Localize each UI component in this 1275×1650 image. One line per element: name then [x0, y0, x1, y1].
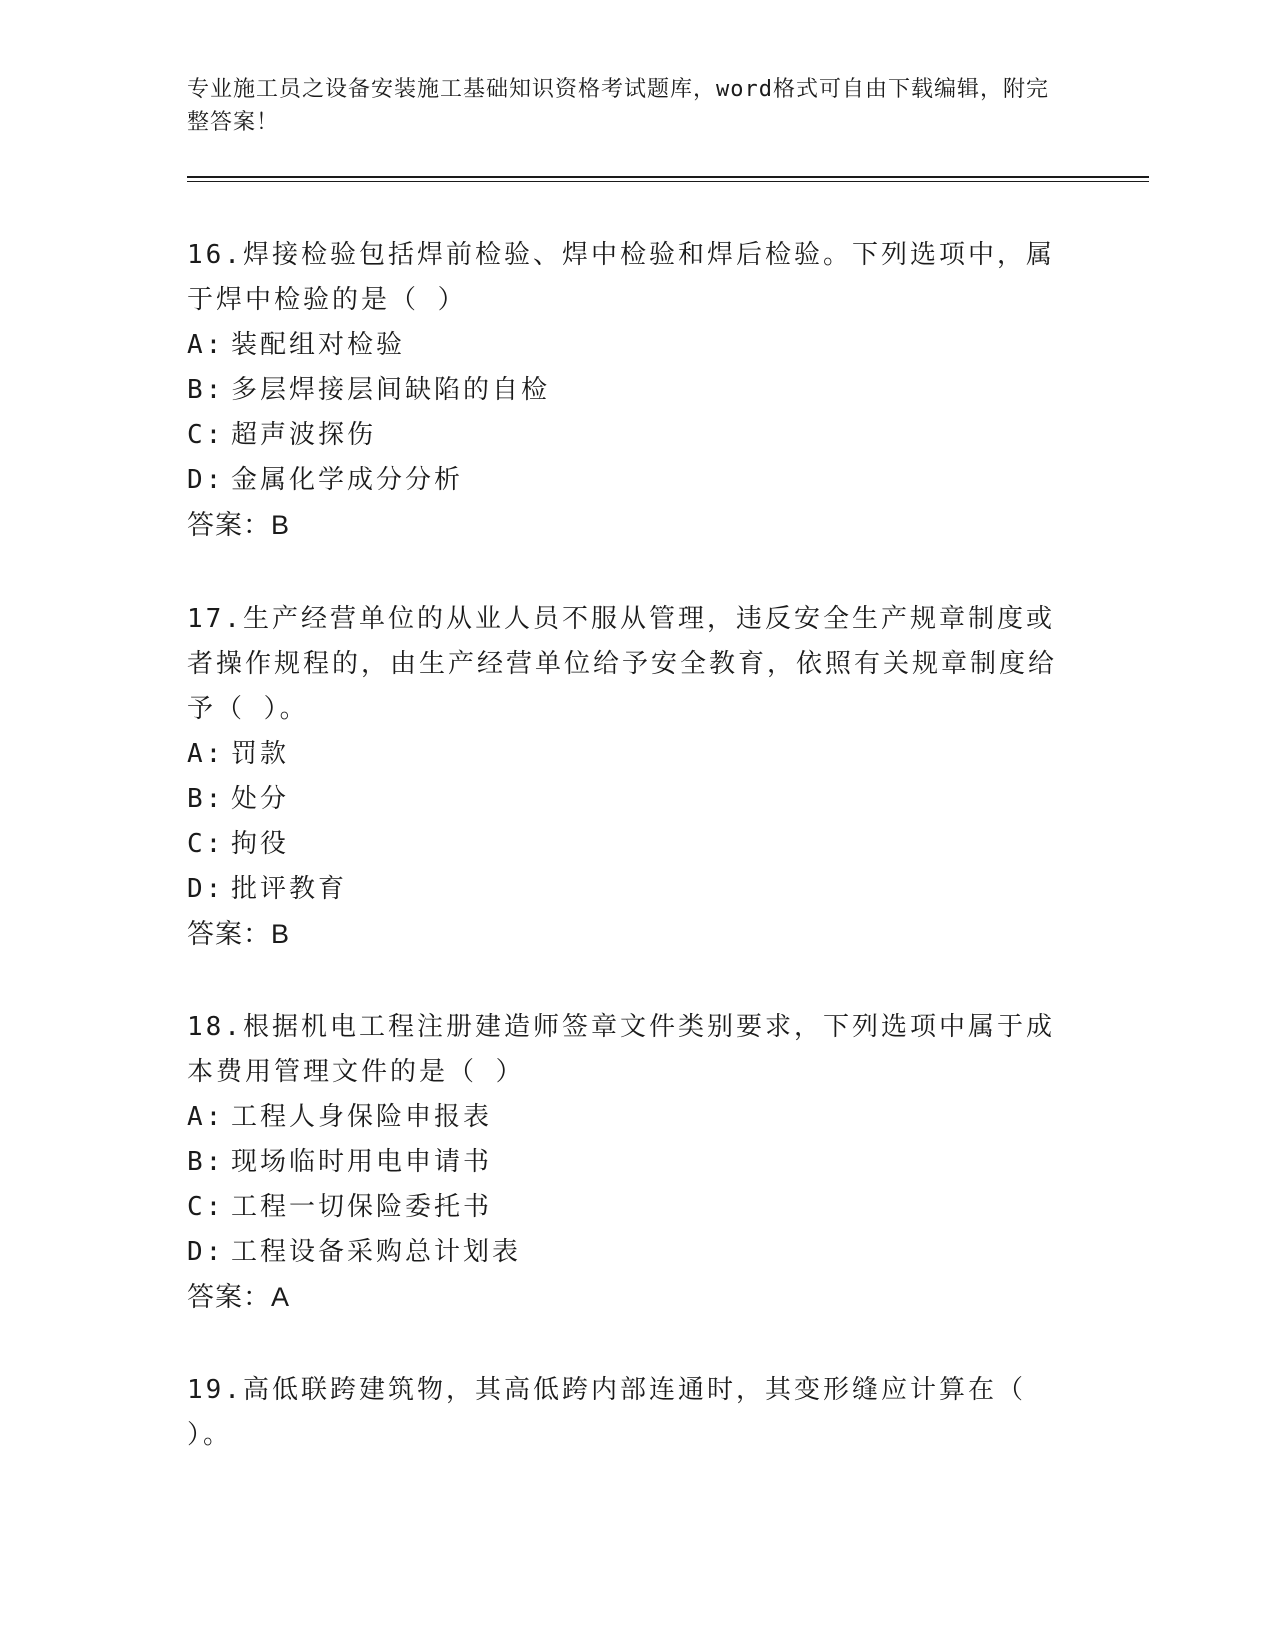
option-text: 多层焊接层间缺陷的自检: [231, 375, 551, 405]
question-17: [187, 597, 1077, 957]
option-text: 超声波探伤: [231, 420, 377, 450]
question-19: [187, 1368, 1077, 1458]
option-b: [187, 1140, 1077, 1185]
option-d: [187, 458, 1077, 503]
answer-line: 答案：B: [187, 510, 291, 540]
option-c: [187, 1185, 1077, 1230]
option-b: [187, 368, 1077, 413]
option-text: 工程设备采购总计划表: [231, 1237, 522, 1267]
question-stem: 16.焊接检验包括焊前检验、焊中检验和焊后检验。下列选项中，属于焊中检验的是（ ）: [187, 240, 1055, 315]
option-text: 工程人身保险申报表: [231, 1102, 493, 1132]
option-d: [187, 1230, 1077, 1275]
option-letter: A:: [187, 330, 225, 360]
option-letter: A:: [187, 1102, 225, 1132]
option-text: 金属化学成分分析: [231, 465, 464, 495]
option-letter: B:: [187, 784, 225, 814]
header-divider-thick: [187, 176, 1149, 178]
answer-line: 答案：A: [187, 1282, 291, 1312]
question-stem: 19.高低联跨建筑物，其高低跨内部连通时，其变形缝应计算在（ ）。: [187, 1375, 1026, 1450]
option-text: 处分: [231, 784, 290, 814]
question-16: [187, 233, 1077, 548]
option-letter: B:: [187, 375, 225, 405]
option-text: 拘役: [231, 829, 290, 859]
option-text: 工程一切保险委托书: [231, 1192, 493, 1222]
option-b: [187, 777, 1077, 822]
option-text: 批评教育: [231, 874, 348, 904]
option-letter: B:: [187, 1147, 225, 1177]
document-header: 专业施工员之设备安装施工基础知识资格考试题库，word格式可自由下载编辑，附完整答案！: [187, 77, 1049, 135]
option-letter: D:: [187, 1237, 225, 1267]
option-letter: C:: [187, 1192, 225, 1222]
option-a: [187, 732, 1077, 777]
question-stem: 18.根据机电工程注册建造师签章文件类别要求，下列选项中属于成本费用管理文件的是（ ）: [187, 1012, 1055, 1087]
option-text: 罚款: [231, 739, 290, 769]
option-letter: A:: [187, 739, 225, 769]
option-a: [187, 323, 1077, 368]
answer-line: 答案：B: [187, 919, 291, 949]
header-divider-thin: [187, 181, 1149, 182]
question-stem: 17.生产经营单位的从业人员不服从管理，违反安全生产规章制度或者操作规程的，由生产经营单位给予安全教育，依照有关规章制度给予（ ）。: [187, 604, 1058, 724]
option-text: 装配组对检验: [231, 330, 406, 360]
option-c: [187, 822, 1077, 867]
option-letter: C:: [187, 420, 225, 450]
option-c: [187, 413, 1077, 458]
question-18: [187, 1005, 1077, 1320]
option-d: [187, 867, 1077, 912]
option-a: [187, 1095, 1077, 1140]
option-letter: D:: [187, 874, 225, 904]
option-letter: D:: [187, 465, 225, 495]
option-text: 现场临时用电申请书: [231, 1147, 493, 1177]
option-letter: C:: [187, 829, 225, 859]
